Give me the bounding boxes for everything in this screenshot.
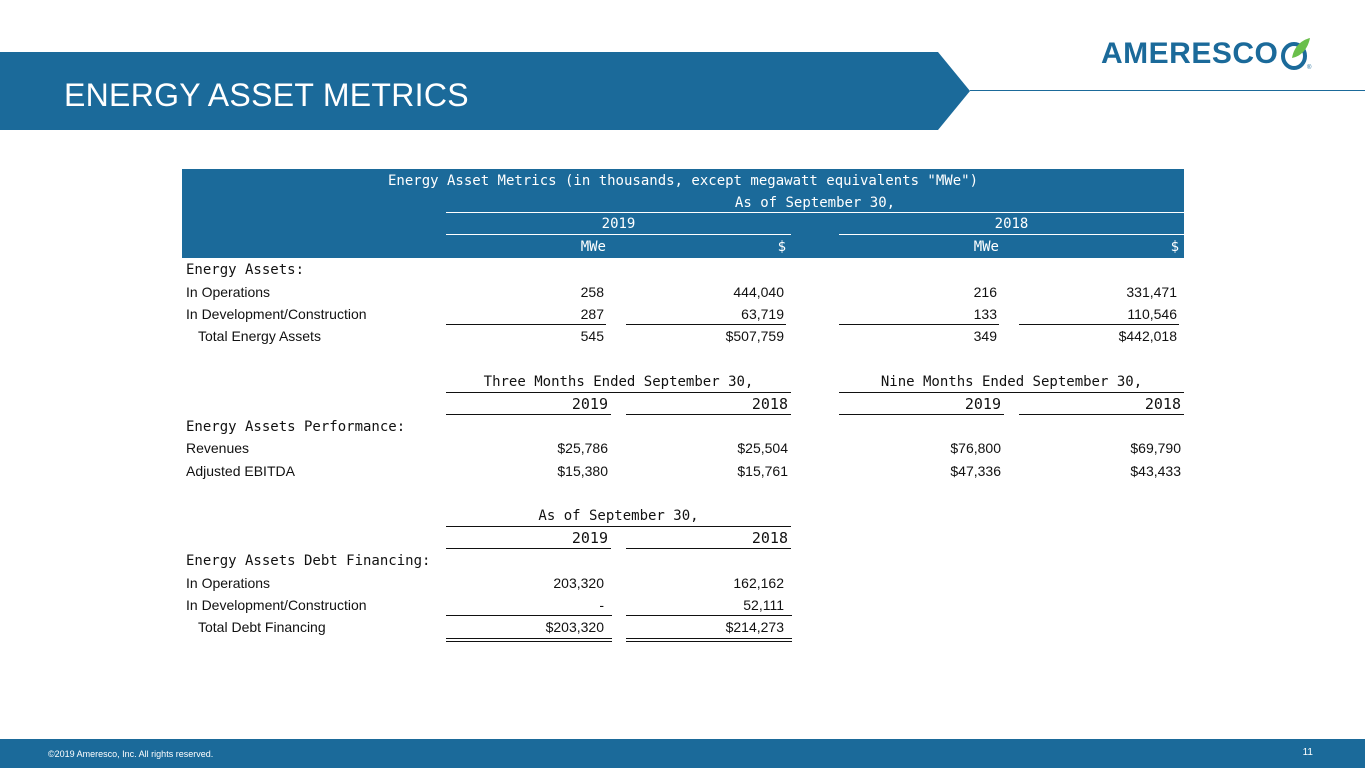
three-months-header: Three Months Ended September 30,: [483, 374, 754, 390]
year-rule: [626, 548, 791, 549]
cell-value: 52,111: [743, 597, 784, 613]
logo-divider: [970, 90, 1365, 91]
row-label-total: Total Debt Financing: [198, 619, 326, 635]
cell-usd-2018: $442,018: [1118, 328, 1177, 344]
year-header: 2019: [571, 395, 608, 413]
leaf-ring-icon: [1280, 36, 1312, 72]
cell-mwe-2019: 287: [580, 306, 604, 322]
row-label: In Operations: [186, 284, 271, 300]
year-rule: [446, 414, 611, 415]
cell-value: $15,380: [557, 463, 608, 479]
year-rule: [839, 414, 1004, 415]
col-usd-2018: $: [1170, 239, 1179, 255]
page-number: 11: [1302, 747, 1313, 758]
year-rule-2019: [446, 234, 791, 235]
row-label: Adjusted EBITDA: [186, 463, 295, 479]
cell-usd-2018: 110,546: [1127, 306, 1177, 322]
year-header: 2018: [1144, 395, 1181, 413]
year-header: 2019: [964, 395, 1001, 413]
cell-usd-2019: $507,759: [725, 328, 784, 344]
col-usd-2019: $: [777, 239, 786, 255]
cell-value: $203,320: [545, 619, 604, 635]
cell-value: 162,162: [733, 575, 784, 591]
cell-value: $214,273: [725, 619, 784, 635]
year-rule: [446, 548, 611, 549]
cell-value: $15,761: [737, 463, 788, 479]
page-title: ENERGY ASSET METRICS: [64, 77, 469, 113]
year-rule: [626, 414, 791, 415]
section-debt: Energy Assets Debt Financing:: [186, 553, 431, 569]
section-performance: Energy Assets Performance:: [186, 419, 406, 435]
logo-wordmark: AMERESCO: [1101, 37, 1279, 70]
cell-value: $43,433: [1130, 463, 1181, 479]
cell-value: $69,790: [1130, 440, 1181, 456]
cell-mwe-2018: 216: [973, 284, 997, 300]
debt-asof-header: As of September 30,: [538, 508, 699, 524]
total-double-rule: [626, 638, 792, 642]
row-label: In Operations: [186, 575, 271, 591]
period-rule: [839, 392, 1184, 393]
cell-value: $25,786: [557, 440, 608, 456]
year-rule-2018: [839, 234, 1184, 235]
subtotal-rule: [1019, 324, 1179, 325]
period-rule: [446, 392, 791, 393]
col-mwe-2018: MWe: [973, 239, 999, 255]
row-label: In Development/Construction: [186, 306, 367, 322]
metrics-table-title: Energy Asset Metrics (in thousands, except megawatt equivalents "MWe"): [387, 173, 978, 189]
row-label: Revenues: [186, 440, 250, 456]
cell-value: 203,320: [553, 575, 604, 591]
cell-mwe-2018: 133: [973, 306, 997, 322]
row-label-total: Total Energy Assets: [198, 328, 321, 344]
cell-mwe-2018: 349: [973, 328, 997, 344]
year-header: 2019: [571, 529, 608, 547]
subtotal-rule: [446, 324, 606, 325]
cell-value: $25,504: [737, 440, 788, 456]
cell-mwe-2019: 545: [580, 328, 604, 344]
cell-value: $76,800: [950, 440, 1001, 456]
footer-copyright: ©2019 Ameresco, Inc. All rights reserved.: [48, 749, 214, 759]
cell-usd-2018: 331,471: [1126, 284, 1177, 300]
period-rule: [446, 526, 791, 527]
cell-mwe-2019: 258: [580, 284, 604, 300]
total-double-rule: [446, 638, 612, 642]
cell-usd-2019: 63,719: [741, 306, 784, 322]
subtotal-rule: [626, 324, 786, 325]
cell-usd-2019: 444,040: [733, 284, 784, 300]
subtotal-rule: [839, 324, 999, 325]
as-of-header: As of September 30,: [734, 195, 896, 211]
year-2019-header: 2019: [601, 216, 636, 232]
year-2018-header: 2018: [994, 216, 1029, 232]
cell-value: $47,336: [950, 463, 1001, 479]
ameresco-logo: [1101, 34, 1312, 74]
year-header: 2018: [751, 529, 788, 547]
subtotal-rule: [626, 615, 792, 616]
nine-months-header: Nine Months Ended September 30,: [880, 374, 1143, 390]
col-mwe-2019: MWe: [580, 239, 606, 255]
header-rule: [446, 212, 1184, 213]
year-header: 2018: [751, 395, 788, 413]
section-energy-assets: Energy Assets:: [186, 262, 305, 278]
row-label: In Development/Construction: [186, 597, 367, 613]
cell-value: -: [599, 597, 604, 613]
year-rule: [1019, 414, 1184, 415]
svg-text:®: ®: [1307, 65, 1312, 71]
subtotal-rule: [446, 615, 612, 616]
